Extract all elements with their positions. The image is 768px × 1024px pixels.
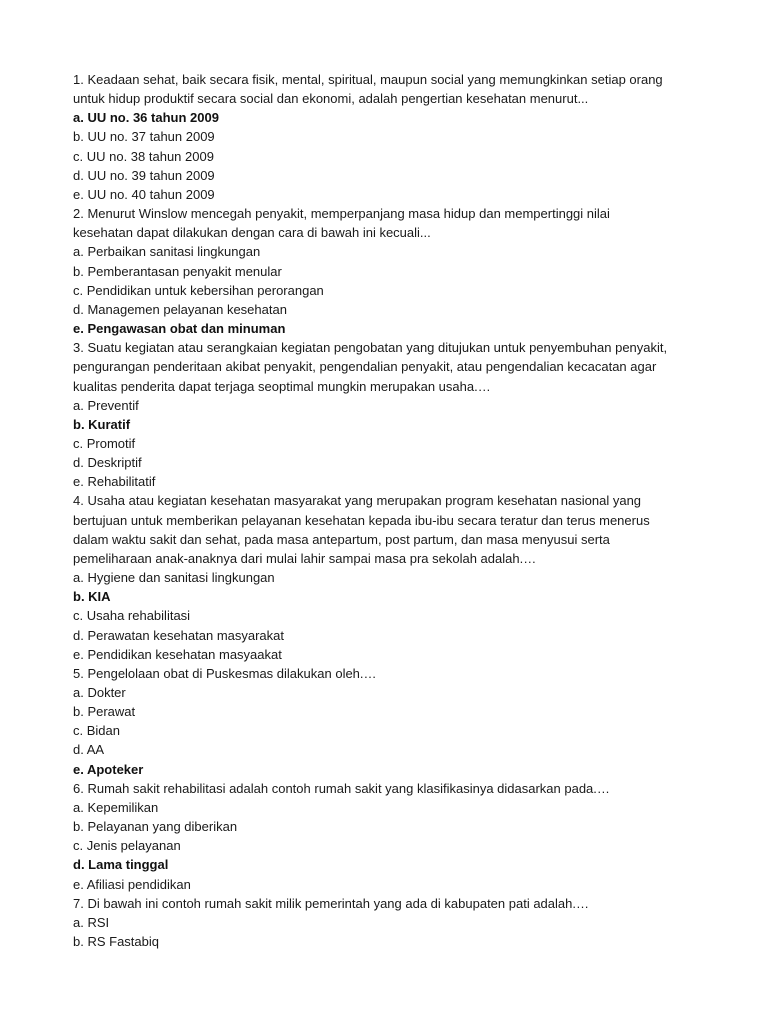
text-line: a. Dokter [73,685,126,700]
text-line: 4. Usaha atau kegiatan kesehatan masyarakat yang merupakan program kesehatan nasional yang [73,493,642,509]
text-line: a. Kepemilikan [73,799,159,815]
text-line: 1. Keadaan sehat, baik secara fisik, mental, spiritual, maupun social yang memungkinkan setiap orang [73,72,663,87]
text-line: a. Perbaikan sanitasi lingkungan [73,244,261,260]
text-line: d. Deskriptif [73,455,142,471]
answer-line: d. Lama tinggal [73,857,169,873]
answer-line: e. Pengawasan obat dan minuman [73,321,286,337]
text-line: c. Jenis pelayanan [73,838,181,854]
answer-line: a. UU no. 36 tahun 2009 [73,110,219,126]
text-line: 5. Pengelolaan obat di Puskesmas dilakukan oleh.… [73,665,377,681]
text-line: b. Pemberantasan penyakit menular [73,263,282,279]
text-line: a. RSI [73,914,110,930]
text-line: b. UU no. 37 tahun 2009 [73,129,215,145]
text-line: d. Perawatan kesehatan masyarakat [73,627,285,643]
answer-line: b. Kuratif [73,416,131,432]
text-line: pengurangan penderitaan akibat penyakit, pengendalian penyakit, atau pengendalian kecacatan agar [73,359,657,375]
text-line: 3. Suatu kegiatan atau serangkaian kegiatan pengobatan yang ditujukan untuk penyembuhan penyakit, [73,340,668,356]
text-line: kualitas penderita dapat terjaga seoptimal mungkin merupakan usaha.… [73,378,491,394]
text-line: c. Bidan [73,723,120,739]
text-line: kesehatan dapat dilakukan dengan cara di bawah ini kecuali... [73,225,431,241]
text-line: b. RS Fastabiq [73,934,159,950]
text-line: 6. Rumah sakit rehabilitasi adalah contoh rumah sakit yang klasifikasinya didasarkan pada.… [73,780,610,796]
text-line: d. Managemen pelayanan kesehatan [73,301,287,317]
text-line: c. UU no. 38 tahun 2009 [73,148,214,164]
text-line: e. Afiliasi pendidikan [73,876,191,892]
text-line: a. Preventif [73,397,139,413]
text-line: d. UU no. 39 tahun 2009 [73,167,215,183]
text-line: pemeliharaan anak-anaknya dari mulai lahir sampai masa pra sekolah adalah.… [73,550,537,566]
text-line: a. Hygiene dan sanitasi lingkungan [73,570,275,586]
text-line: untuk hidup produktif secara social dan ekonomi, adalah pengertian kesehatan menurut... [73,91,589,107]
text-line: e. UU no. 40 tahun 2009 [73,186,215,202]
text-line: e. Pendidikan kesehatan masyaakat [73,646,282,662]
text-line: 2. Menurut Winslow mencegah penyakit, memperpanjang masa hidup dan mempertinggi nilai [73,206,610,222]
text-line: c. Usaha rehabilitasi [73,608,191,624]
text-line: b. Pelayanan yang diberikan [73,819,238,835]
text-line: c. Pendidikan untuk kebersihan perorangan [73,282,324,298]
text-line: 7. Di bawah ini contoh rumah sakit milik pemerintah yang ada di kabupaten pati adalah.… [73,895,589,911]
text-line: d. AA [73,742,105,758]
answer-line: b. KIA [73,589,111,605]
answer-line: e. Apoteker [73,761,144,777]
text-line: bertujuan untuk memberikan pelayanan kesehatan kepada ibu-ibu secara teratur dan terus menerus [73,512,650,528]
text-line: e. Rehabilitatif [73,474,156,490]
text-line: c. Promotif [73,435,136,451]
text-line: b. Perawat [73,704,136,720]
text-line: dalam waktu sakit dan sehat, pada masa antepartum, post partum, dan masa menyusui serta [73,531,610,547]
